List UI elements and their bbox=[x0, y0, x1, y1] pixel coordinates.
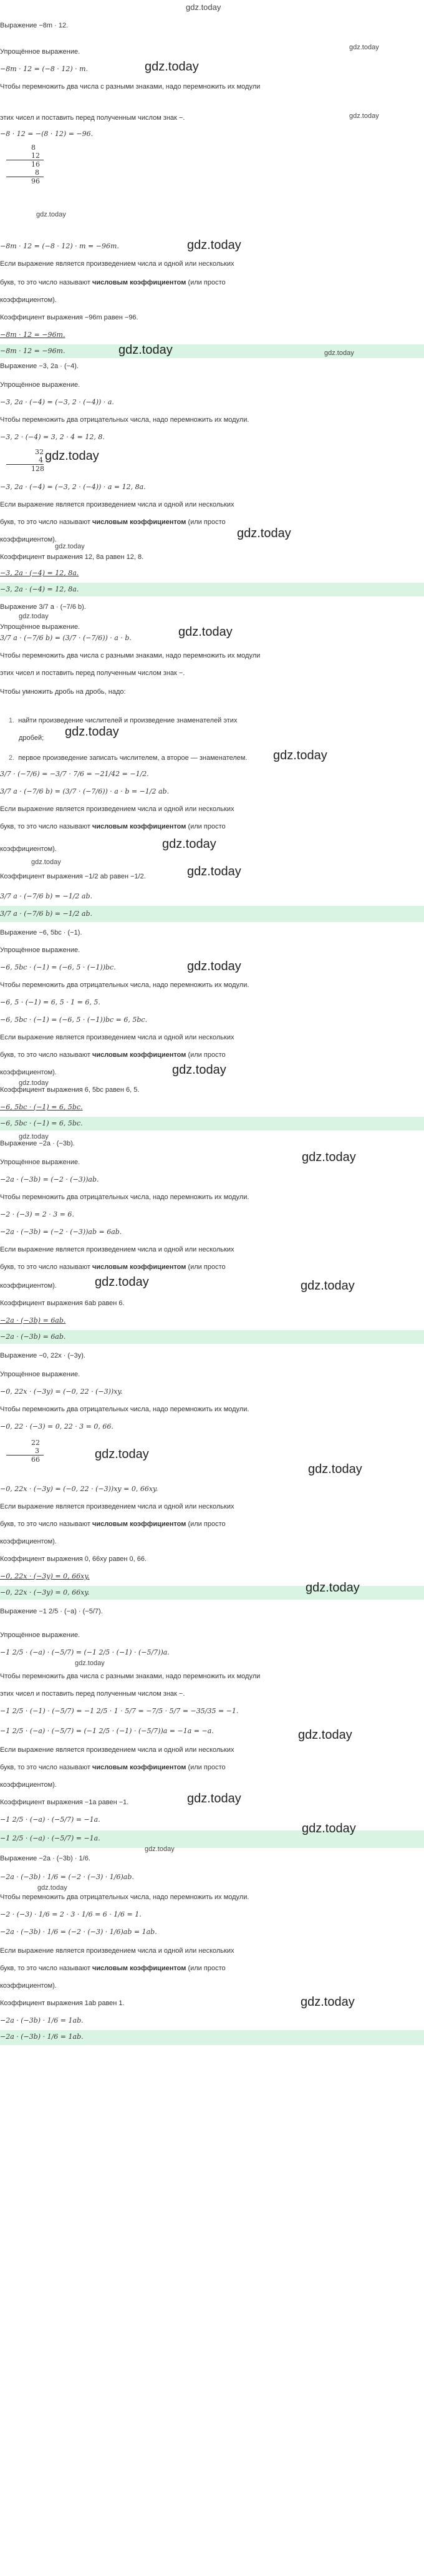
coef-rule-3: коэффициентом). bbox=[0, 1069, 57, 1076]
expr-line: −2a · (−3b) · 1/6 = (−2 · (−3) · 1/6)ab = 1ab. bbox=[0, 1928, 157, 1936]
coef-rule-3: коэффициентом). bbox=[0, 1781, 57, 1789]
watermark: gdz.today bbox=[65, 725, 119, 739]
coef-rule-2: букв, то это число называют числовым коэффициентом (или просто bbox=[0, 279, 226, 286]
watermark: gdz.today bbox=[273, 749, 327, 762]
watermark: gdz.today bbox=[308, 1462, 362, 1476]
fraction-rule: Чтобы умножить дробь на дробь, надо: bbox=[0, 688, 126, 696]
watermark: gdz.today bbox=[298, 1728, 352, 1742]
coef-rule-3: коэффициентом). bbox=[0, 845, 57, 853]
coef-rule-1: Если выражение является произведением числа и одной или нескольких bbox=[0, 805, 234, 813]
coef-rule-1: Если выражение является произведением числа и одной или нескольких bbox=[0, 1746, 234, 1754]
coefficient: Коэффициент выражения −1/2 ab равен −1/2. bbox=[0, 873, 146, 880]
rule-neg-neg: Чтобы перемножить два отрицательных числа, надо перемножить их модули. bbox=[0, 1893, 249, 1901]
expr-line: −6, 5bc · (−1) = (−6, 5 · (−1))bc. bbox=[0, 963, 116, 971]
column-multiplication: 32 4 128 bbox=[6, 448, 44, 473]
watermark: gdz.today bbox=[19, 1133, 49, 1140]
coef-rule-1: Если выражение является произведением числа и одной или нескольких bbox=[0, 1503, 234, 1510]
expression-8: Выражение −2a · (−3b) · 1/6. bbox=[0, 1855, 90, 1862]
expr-line: −2a · (−3b) · 1/6 = (−2 · (−3) · 1/6)ab. bbox=[0, 1873, 134, 1881]
watermark: gdz.today bbox=[187, 238, 241, 252]
expr-line: −2 · (−3) = 2 · 3 = 6. bbox=[0, 1210, 74, 1218]
expression-6: Выражение −0, 22x · (−3y). bbox=[0, 1352, 85, 1359]
rule-neg-neg: Чтобы перемножить два отрицательных числа, надо перемножить их модули. bbox=[0, 416, 249, 424]
simplified-label: Упрощённое выражение. bbox=[0, 946, 80, 954]
watermark: gdz.today bbox=[95, 1447, 149, 1461]
watermark: gdz.today bbox=[301, 1279, 355, 1293]
watermark: gdz.today bbox=[36, 211, 66, 218]
fraction-rule-step-1b: дробей; bbox=[19, 734, 44, 742]
watermark: gdz.today bbox=[187, 865, 241, 878]
expr-line: −3, 2 · (−4) = 3, 2 · 4 = 12, 8. bbox=[0, 433, 105, 441]
watermark: gdz.today bbox=[178, 625, 233, 639]
coefficient: Коэффициент выражения 1ab равен 1. bbox=[0, 2000, 125, 2007]
expr-line: −8m · 12 = (−8 · 12) · m = −96m. bbox=[0, 242, 119, 250]
expr-line: −6, 5 · (−1) = 6, 5 · 1 = 6, 5. bbox=[0, 998, 100, 1006]
answer-final: −1 2/5 · (−a) · (−5/7) = −1a. bbox=[0, 1834, 100, 1842]
fraction-rule-step-1: 1. найти произведение числителей и произведение знаменателей этих bbox=[9, 717, 238, 724]
answer: −6, 5bc · (−1) = 6, 5bc. bbox=[0, 1103, 83, 1111]
expression-7: Выражение −1 2/5 · (−a) · (−5/7). bbox=[0, 1608, 103, 1615]
watermark: gdz.today bbox=[237, 527, 291, 540]
expr-line: −3, 2a · (−4) = (−3, 2 · (−4)) · a = 12, 8a. bbox=[0, 483, 146, 491]
coef-rule-2: букв, то это число называют числовым коэффициентом (или просто bbox=[0, 1520, 226, 1528]
rule-diff-sign: Чтобы перемножить два числа с разными знаками, надо перемножить их модули bbox=[0, 1673, 261, 1680]
coef-rule-1: Если выражение является произведением числа и одной или нескольких bbox=[0, 1947, 234, 1955]
coef-rule-2: букв, то это число называют числовым коэффициентом (или просто bbox=[0, 1051, 226, 1059]
watermark: gdz.today bbox=[37, 1884, 67, 1892]
simplified-label: Упрощённое выражение. bbox=[0, 1631, 80, 1639]
coef-rule-1: Если выражение является произведением числа и одной или нескольких bbox=[0, 501, 234, 508]
answer-final: 3/7 a · (−7/6 b) = −1/2 ab. bbox=[0, 910, 93, 918]
answer-final: −2a · (−3b) · 1/6 = 1ab. bbox=[0, 2033, 84, 2041]
expression-1: Выражение −8m · 12. bbox=[0, 22, 69, 29]
column-multiplication: 22 3 66 bbox=[6, 1439, 44, 1464]
expr-line: −8m · 12 = (−8 · 12) · m. bbox=[0, 65, 89, 73]
coef-rule-1: Если выражение является произведением числа и одной или нескольких bbox=[0, 1246, 234, 1253]
fraction-rule-step-2: 2. первое произведение записать числителем, а второе — знаменателем. bbox=[9, 754, 248, 762]
coef-rule-2: букв, то это число называют числовым коэффициентом (или просто bbox=[0, 1263, 226, 1271]
coefficient: Коэффициент выражения 6ab равен 6. bbox=[0, 1300, 125, 1307]
expr-line: −1 2/5 · (−a) · (−5/7) = (−1 2/5 · (−1) · (−5/7))a. bbox=[0, 1648, 170, 1656]
watermark: gdz.today bbox=[302, 1822, 356, 1835]
coef-rule-3: коэффициентом). bbox=[0, 1538, 57, 1545]
rule-neg-neg: Чтобы перемножить два отрицательных числа, надо перемножить их модули. bbox=[0, 981, 249, 989]
watermark: gdz.today bbox=[301, 1995, 355, 2009]
expression-2: Выражение −3, 2a · (−4). bbox=[0, 362, 79, 370]
watermark: gdz.today bbox=[95, 1275, 149, 1289]
watermark: gdz.today bbox=[31, 858, 61, 866]
expr-line: −0, 22x · (−3y) = (−0, 22 · (−3))xy = 0, 66xy. bbox=[0, 1485, 158, 1493]
rule-neg-neg: Чтобы перемножить два отрицательных числа, надо перемножить их модули. bbox=[0, 1406, 249, 1413]
rule-diff-sign-2: этих чисел и поставить перед полученным числом знак −. bbox=[0, 1690, 185, 1698]
watermark: gdz.today bbox=[19, 1079, 49, 1087]
answer-final: −6, 5bc · (−1) = 6, 5bc. bbox=[0, 1119, 83, 1127]
watermark: gdz.today bbox=[162, 837, 216, 851]
expr-line: −1 2/5 · (−a) · (−5/7) = (−1 2/5 · (−1) · (−5/7))a = −1a = −a. bbox=[0, 1727, 214, 1735]
coef-rule-2: букв, то это число называют числовым коэффициентом (или просто bbox=[0, 518, 226, 526]
column-multiplication: 8 12 16 8 96 bbox=[6, 143, 44, 185]
watermark: gdz.today bbox=[118, 343, 173, 357]
watermark: gdz.today bbox=[172, 1063, 226, 1077]
watermark: gdz.today bbox=[349, 112, 379, 120]
coef-rule-2: букв, то это число называют числовым коэффициентом (или просто bbox=[0, 823, 226, 830]
expression-3: Выражение 3/7 a · (−7/6 b). bbox=[0, 603, 86, 611]
answer-final: −3, 2a · (−4) = 12, 8a. bbox=[0, 585, 79, 593]
watermark: gdz.today bbox=[55, 543, 85, 550]
coefficient: Коэффициент выражения −96m равен −96. bbox=[0, 314, 138, 321]
answer: −2a · (−3b) = 6ab. bbox=[0, 1316, 66, 1324]
coefficient: Коэффициент выражения 12, 8a равен 12, 8. bbox=[0, 553, 144, 561]
coef-rule-2: букв, то это число называют числовым коэффициентом (или просто bbox=[0, 1764, 226, 1771]
expr-line: 3/7 a · (−7/6 b) = (3/7 · (−7/6)) · a · b. bbox=[0, 634, 132, 642]
simplified-label: Упрощённое выражение. bbox=[0, 1159, 80, 1166]
expr-line: 3/7 · (−7/6) = −3/7 · 7/6 = −21/42 = −1/2. bbox=[0, 770, 149, 778]
simplified-label: Упрощённое выражение. bbox=[0, 623, 80, 631]
expr-line: −6, 5bc · (−1) = (−6, 5 · (−1))bc = 6, 5bc. bbox=[0, 1016, 148, 1024]
rule-neg-neg: Чтобы перемножить два отрицательных числа, надо перемножить их модули. bbox=[0, 1193, 249, 1201]
coefficient: Коэффициент выражения 6, 5bc равен 6, 5. bbox=[0, 1086, 140, 1094]
answer: −1 2/5 · (−a) · (−5/7) = −1a. bbox=[0, 1815, 100, 1824]
rule-diff-sign: Чтобы перемножить два числа с разными знаками, надо перемножить их модули bbox=[0, 83, 261, 90]
coef-rule-1: Если выражение является произведением числа и одной или нескольких bbox=[0, 260, 234, 268]
watermark: gdz.today bbox=[349, 44, 379, 51]
watermark: gdz.today bbox=[145, 1845, 175, 1853]
watermark: gdz.today bbox=[306, 1581, 360, 1595]
watermark: gdz.today bbox=[145, 60, 199, 74]
rule-diff-sign-2: этих чисел и поставить перед полученным числом знак −. bbox=[0, 669, 185, 677]
watermark: gdz.today bbox=[302, 1150, 356, 1164]
expression-4: Выражение −6, 5bc · (−1). bbox=[0, 929, 82, 936]
watermark: gdz.today bbox=[19, 613, 49, 620]
expr-line: −2 · (−3) · 1/6 = 2 · 3 · 1/6 = 6 · 1/6 = 1. bbox=[0, 1910, 142, 1918]
simplified-label: Упрощённое выражение. bbox=[0, 381, 80, 389]
watermark: gdz.today bbox=[187, 960, 241, 973]
answer: −3, 2a · (−4) = 12, 8a. bbox=[0, 569, 79, 577]
answer-final: −8m · 12 = −96m. bbox=[0, 347, 65, 355]
simplified-label: Упрощённое выражение. bbox=[0, 1371, 80, 1378]
watermark: gdz.today bbox=[45, 449, 99, 463]
expr-line: −0, 22 · (−3) = 0, 22 · 3 = 0, 66. bbox=[0, 1422, 113, 1431]
expr-line: 3/7 a · (−7/6 b) = (3/7 · (−7/6)) · a · b = −1/2 ab. bbox=[0, 787, 170, 795]
watermark: gdz.today bbox=[75, 1660, 105, 1667]
coef-rule-3: коэффициентом). bbox=[0, 1282, 57, 1290]
coefficient: Коэффициент выражения −1a равен −1. bbox=[0, 1799, 129, 1806]
coef-rule-2: букв, то это число называют числовым коэффициентом (или просто bbox=[0, 1965, 226, 1972]
answer: −0, 22x · (−3y) = 0, 66xy. bbox=[0, 1572, 90, 1580]
answer: −2a · (−3b) · 1/6 = 1ab. bbox=[0, 2016, 84, 2024]
answer-final: −0, 22x · (−3y) = 0, 66xy. bbox=[0, 1588, 90, 1597]
expr-line: −2a · (−3b) = (−2 · (−3))ab = 6ab. bbox=[0, 1228, 122, 1236]
watermark: gdz.today bbox=[324, 349, 354, 357]
coef-rule-3: коэффициентом). bbox=[0, 1982, 57, 1990]
expression-5: Выражение −2a · (−3b). bbox=[0, 1140, 75, 1147]
expr-line: −8 · 12 = −(8 · 12) = −96. bbox=[0, 130, 94, 138]
watermark: gdz.today bbox=[187, 1792, 241, 1806]
expr-line: −0, 22x · (−3y) = (−0, 22 · (−3))xy. bbox=[0, 1388, 123, 1396]
expr-line: −2a · (−3b) = (−2 · (−3))ab. bbox=[0, 1175, 99, 1184]
coef-rule-1: Если выражение является произведением числа и одной или нескольких bbox=[0, 1034, 234, 1041]
answer: 3/7 a · (−7/6 b) = −1/2 ab. bbox=[0, 892, 93, 900]
coef-rule-3: коэффициентом). bbox=[0, 296, 57, 304]
coefficient: Коэффициент выражения 0, 66xy равен 0, 66. bbox=[0, 1555, 147, 1563]
coef-rule-3: коэффициентом). bbox=[0, 536, 57, 543]
rule-diff-sign: Чтобы перемножить два числа с разными знаками, надо перемножить их модули bbox=[0, 652, 261, 659]
answer: −8m · 12 = −96m. bbox=[0, 331, 65, 339]
answer-final: −2a · (−3b) = 6ab. bbox=[0, 1333, 66, 1341]
expr-line: −3, 2a · (−4) = (−3, 2 · (−4)) · a. bbox=[0, 398, 114, 406]
rule-diff-sign-2: этих чисел и поставить перед полученным числом знак −. bbox=[0, 114, 185, 122]
expr-line: −1 2/5 · (−1) · (−5/7) = −1 2/5 · 1 · 5/7 = −7/5 · 5/7 = −35/35 = −1. bbox=[0, 1707, 239, 1715]
site-header[interactable]: gdz.today bbox=[186, 2, 221, 12]
simplified-label: Упрощённое выражение. bbox=[0, 48, 80, 56]
